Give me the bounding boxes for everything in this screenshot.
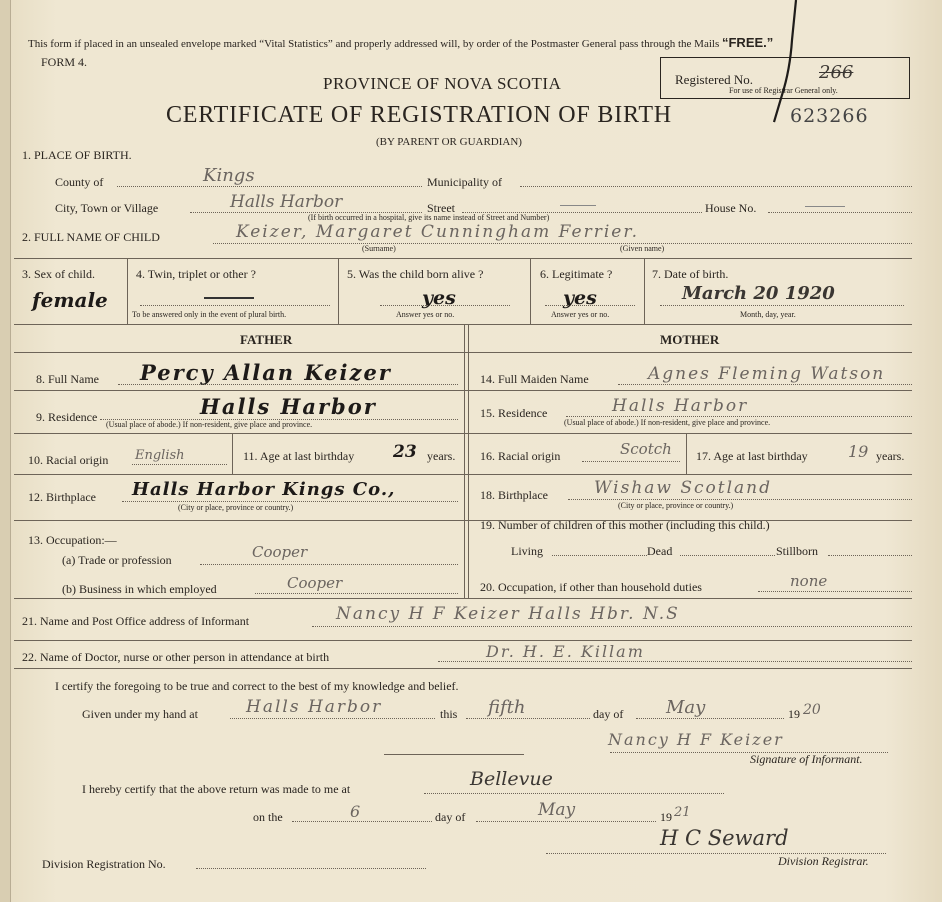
mother-residence-label: 15. Residence bbox=[480, 406, 548, 420]
form-number: FORM 4. bbox=[41, 55, 88, 69]
county-value: Kings bbox=[203, 165, 255, 186]
dead-line bbox=[680, 555, 775, 556]
given-label: Given under my hand at bbox=[82, 707, 198, 721]
registrar-year-value: 21 bbox=[674, 805, 691, 820]
father-occupation-label: 13. Occupation:— bbox=[28, 533, 117, 547]
month-line bbox=[636, 718, 784, 719]
month-value: May bbox=[666, 697, 706, 718]
registrar-statement: I hereby certify that the above return was made to me at bbox=[82, 782, 351, 796]
informant-line bbox=[312, 626, 912, 627]
living-label: Living bbox=[511, 544, 543, 558]
father-age-unit: years. bbox=[427, 449, 456, 463]
twin-dash bbox=[204, 297, 254, 299]
sex-value: female bbox=[32, 288, 108, 312]
father-age-value: 23 bbox=[393, 442, 417, 462]
mother-birthplace-label: 18. Birthplace bbox=[480, 488, 548, 502]
surname-note: (Surname) bbox=[362, 244, 396, 253]
legit-line bbox=[545, 305, 635, 306]
registered-label: Registered No. bbox=[675, 72, 753, 87]
twin-note: To be answered only in the event of plural birth. bbox=[132, 310, 287, 319]
certificate-subtitle: (BY PARENT OR GUARDIAN) bbox=[376, 136, 522, 148]
father-racial-line bbox=[132, 464, 227, 465]
child-name-value: Keizer, Margaret Cunningham Ferrier. bbox=[236, 222, 640, 242]
registrar-month-line bbox=[476, 821, 656, 822]
mother-birthplace-note: (City or place, province or country.) bbox=[618, 501, 734, 510]
registrar-year-prefix: 19 bbox=[660, 810, 672, 824]
center-divider-b bbox=[468, 325, 469, 598]
municipality-line bbox=[520, 186, 912, 187]
business-label: (b) Business in which employed bbox=[62, 582, 217, 596]
informant-signature-label: Signature of Informant. bbox=[750, 752, 863, 766]
registrar-place-line bbox=[424, 793, 724, 794]
given-name-note: (Given name) bbox=[620, 244, 665, 253]
father-birthplace-label: 12. Birthplace bbox=[28, 490, 96, 504]
living-line bbox=[552, 555, 647, 556]
separator-rule bbox=[384, 754, 524, 755]
doctor-label: 22. Name of Doctor, nurse or other person in attendance at birth bbox=[22, 650, 330, 664]
row-sep-6 bbox=[14, 640, 912, 641]
mother-age-divider bbox=[686, 433, 687, 474]
mother-racial-label: 16. Racial origin bbox=[480, 449, 561, 463]
row3-top-border bbox=[14, 258, 912, 259]
on-the-label: on the bbox=[253, 810, 283, 824]
mother-age-label: 17. Age at last birthday bbox=[696, 449, 808, 463]
mother-heading: MOTHER bbox=[660, 332, 720, 347]
row3-divider-1 bbox=[127, 258, 128, 324]
date-value: March 20 1920 bbox=[682, 283, 835, 304]
city-label: City, Town or Village bbox=[55, 201, 159, 215]
father-birthplace-note: (City or place, province or country.) bbox=[178, 503, 294, 512]
county-label: County of bbox=[55, 175, 104, 189]
father-residence-value: Halls Harbor bbox=[200, 394, 377, 419]
mother-name-value: Agnes Fleming Watson bbox=[648, 364, 886, 384]
legit-note: Answer yes or no. bbox=[551, 310, 610, 319]
given-place-value: Halls Harbor bbox=[246, 697, 383, 717]
mother-name-label: 14. Full Maiden Name bbox=[480, 372, 589, 386]
informant-value: Nancy H F Keizer Halls Hbr. N.S bbox=[336, 604, 680, 624]
informant-label: 21. Name and Post Office address of Informant bbox=[22, 614, 250, 628]
mother-racial-value: Scotch bbox=[620, 440, 672, 458]
place-of-birth-heading: 1. PLACE OF BIRTH. bbox=[22, 148, 132, 162]
registrar-day-value: 6 bbox=[350, 802, 361, 821]
business-line bbox=[255, 593, 458, 594]
father-birthplace-line bbox=[122, 501, 458, 502]
business-value: Cooper bbox=[287, 574, 343, 592]
hospital-note: (If birth occurred in a hospital, give its name instead of Street and Number) bbox=[308, 213, 550, 222]
registered-note: For use of Registrar General only. bbox=[729, 86, 838, 95]
doctor-value: Dr. H. E. Killam bbox=[486, 642, 645, 661]
row-sep-7 bbox=[14, 668, 912, 669]
mother-residence-value: Halls Harbor bbox=[612, 396, 749, 416]
house-label: House No. bbox=[705, 201, 757, 215]
father-age-divider bbox=[232, 433, 233, 474]
mother-racial-line bbox=[582, 461, 680, 462]
given-place-line bbox=[230, 718, 435, 719]
trade-line bbox=[200, 564, 458, 565]
house-dash bbox=[805, 206, 845, 207]
row-sep-5 bbox=[14, 598, 912, 599]
trade-value: Cooper bbox=[252, 543, 308, 561]
house-line bbox=[768, 212, 912, 213]
father-birthplace-value: Halls Harbor Kings Co., bbox=[132, 479, 396, 500]
free-label: “FREE.” bbox=[721, 35, 774, 50]
date-note: Month, day, year. bbox=[740, 310, 796, 319]
day-of-label: day of bbox=[593, 707, 624, 721]
city-value: Halls Harbor bbox=[230, 192, 343, 212]
alive-value: yes bbox=[422, 287, 456, 309]
mother-occupation-label: 20. Occupation, if other than household duties bbox=[480, 580, 702, 594]
registrar-day-of-label: day of bbox=[435, 810, 466, 824]
registrar-month-value: May bbox=[538, 800, 576, 820]
legit-label: 6. Legitimate ? bbox=[540, 267, 613, 281]
child-name-line bbox=[213, 243, 912, 244]
stillborn-label: Stillborn bbox=[776, 544, 819, 558]
left-margin-strip bbox=[0, 0, 11, 902]
mother-age-unit: years. bbox=[876, 449, 905, 463]
alive-label: 5. Was the child born alive ? bbox=[347, 267, 484, 281]
doctor-line bbox=[438, 661, 912, 662]
certify-statement: I certify the foregoing to be true and correct to the best of my knowledge and belief. bbox=[55, 679, 459, 693]
date-line bbox=[660, 305, 904, 306]
year-prefix: 19 bbox=[788, 707, 800, 721]
registrar-signature-label: Division Registrar. bbox=[778, 854, 869, 868]
legit-value: yes bbox=[563, 287, 597, 309]
registrar-signature: H C Seward bbox=[660, 826, 789, 850]
row-sep-4 bbox=[14, 520, 912, 521]
mail-notice: This form if placed in an unsealed envelope marked “Vital Statistics” and properly addressed will, by order of the Postmaster General pass through the Mails “FREE.” bbox=[28, 35, 774, 50]
day-line bbox=[466, 718, 590, 719]
registrar-day-line bbox=[292, 821, 432, 822]
alive-note: Answer yes or no. bbox=[396, 310, 455, 319]
trade-label: (a) Trade or profession bbox=[62, 553, 172, 567]
street-label: Street bbox=[427, 201, 455, 215]
father-residence-note: (Usual place of abode.) If non-resident, give place and province. bbox=[106, 420, 313, 429]
this-label: this bbox=[440, 707, 458, 721]
row3-divider-3 bbox=[530, 258, 531, 324]
father-residence-label: 9. Residence bbox=[36, 410, 98, 424]
row-sep-3 bbox=[14, 474, 912, 475]
division-registration-line bbox=[196, 868, 426, 869]
stillborn-line bbox=[828, 555, 912, 556]
stamp-number: 623266 bbox=[790, 105, 869, 127]
father-name-value: Percy Allan Keizer bbox=[140, 360, 392, 385]
row-sep-1 bbox=[14, 390, 912, 391]
registrar-place-value: Bellevue bbox=[470, 768, 553, 790]
sex-label: 3. Sex of child. bbox=[22, 267, 95, 281]
twin-label: 4. Twin, triplet or other ? bbox=[136, 267, 256, 281]
registered-value: 266 bbox=[819, 62, 854, 83]
mother-residence-line bbox=[566, 416, 912, 417]
day-value: fifth bbox=[488, 697, 526, 718]
child-name-label: 2. FULL NAME OF CHILD bbox=[22, 230, 160, 244]
dead-label: Dead bbox=[647, 544, 673, 558]
row-sep-2 bbox=[14, 433, 912, 434]
division-registration-label: Division Registration No. bbox=[42, 857, 166, 871]
father-name-label: 8. Full Name bbox=[36, 372, 99, 386]
mother-age-value: 19 bbox=[848, 442, 869, 461]
children-label: 19. Number of children of this mother (including this child.) bbox=[480, 518, 770, 532]
twin-line bbox=[140, 305, 330, 306]
row3-bottom-border bbox=[14, 324, 912, 325]
alive-line bbox=[380, 305, 510, 306]
father-age-label: 11. Age at last birthday bbox=[243, 449, 355, 463]
row3-divider-2 bbox=[338, 258, 339, 324]
year-value: 20 bbox=[803, 702, 821, 718]
father-racial-label: 10. Racial origin bbox=[28, 453, 109, 467]
county-line bbox=[117, 186, 422, 187]
mother-residence-note: (Usual place of abode.) If non-resident, give place and province. bbox=[564, 418, 771, 427]
informant-signature: Nancy H F Keizer bbox=[608, 730, 784, 749]
row3-divider-4 bbox=[644, 258, 645, 324]
municipality-label: Municipality of bbox=[427, 175, 502, 189]
center-divider-a bbox=[464, 325, 465, 598]
mother-occupation-line bbox=[758, 591, 912, 592]
mother-birthplace-value: Wishaw Scotland bbox=[594, 478, 773, 498]
father-heading: FATHER bbox=[240, 332, 293, 347]
mother-name-line bbox=[618, 384, 912, 385]
certificate-title: CERTIFICATE OF REGISTRATION OF BIRTH bbox=[166, 102, 672, 128]
street-dash bbox=[560, 205, 596, 206]
province-title: PROVINCE OF NOVA SCOTIA bbox=[323, 74, 562, 93]
mother-occupation-value: none bbox=[790, 572, 828, 590]
date-label: 7. Date of birth. bbox=[652, 267, 729, 281]
mother-birthplace-line bbox=[568, 499, 912, 500]
heading-underline bbox=[14, 352, 912, 353]
father-racial-value: English bbox=[135, 448, 185, 463]
